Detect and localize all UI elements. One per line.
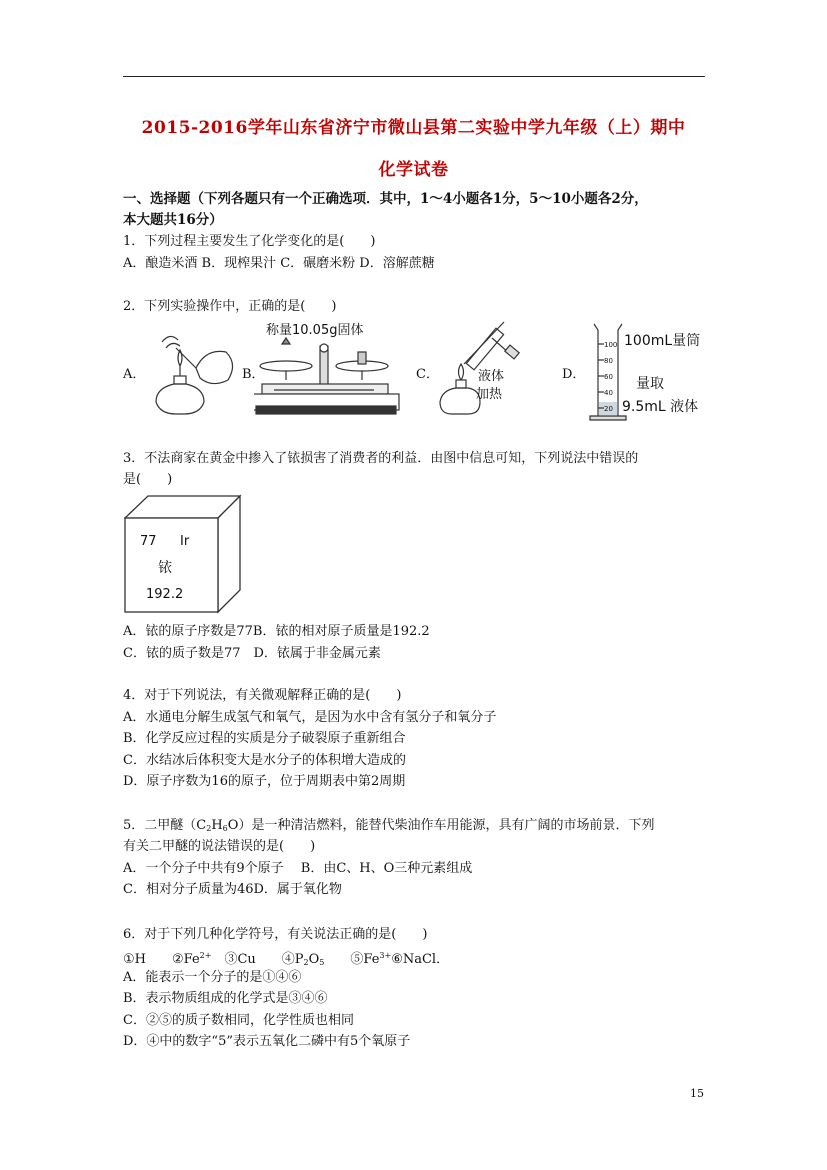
q5-formula-c: C	[196, 818, 207, 833]
q6-symbol-cu-p: ③Cu ④P	[211, 952, 304, 967]
title-line-2: 化学试卷	[378, 160, 449, 180]
figure-c-caption-2: 加热	[476, 387, 503, 402]
q4-option-c: C．水结冰后体积变大是水分子的体积增大造成的	[123, 753, 406, 768]
q5-formula-h-n: 6	[222, 824, 228, 833]
section-heading-2: 本大题共16分）	[123, 212, 223, 228]
q6-stem: 6．对于下列几种化学符号，有关说法正确的是( )	[123, 927, 428, 942]
q1-stem: 1．下列过程主要发生了化学变化的是( )	[123, 234, 376, 249]
page-number: 15	[690, 1087, 704, 1100]
q2-label-a: A．	[123, 367, 146, 382]
figure-d-measuring-cylinder	[586, 316, 716, 426]
figure-c-caption-1: 液体	[478, 369, 505, 384]
figure-d-caption-1: 100mL量筒	[624, 333, 701, 349]
q2-label-b: B．	[242, 367, 265, 382]
scale-label-20: 20	[604, 405, 613, 413]
q6-option-b: B．表示物质组成的化学式是③④⑥	[123, 991, 328, 1006]
q6-option-d: D．④中的数字“5”表示五氧化二磷中有5个氧原子	[123, 1034, 411, 1049]
q4-option-a: A．水通电分解生成氢气和氧气，是因为水中含有氢分子和氧分子	[123, 710, 497, 725]
scale-label-40: 40	[604, 389, 613, 397]
q1-options: A．酿造米酒 B．现榨果汁 C．碾磨米粉 D．溶解蔗糖	[123, 256, 435, 271]
figure-d-caption-3: 9.5mL 液体	[622, 399, 699, 415]
figure-d-caption-2: 量取	[636, 376, 664, 392]
q5-formula-h: H	[211, 818, 223, 833]
q3-options-2: C．铱的质子数是77 D．铱属于非金属元素	[123, 646, 381, 661]
q2-label-d: D．	[562, 367, 586, 382]
figure-b-balance	[254, 318, 404, 422]
q6-symbol-h-fe: ①H ②Fe	[123, 952, 200, 967]
element-number: 77	[140, 534, 157, 549]
q5-formula-c-n: 2	[206, 824, 212, 833]
q5-stem-1	[123, 817, 654, 838]
q4-option-b: B．化学反应过程的实质是分子破裂原子重新组合	[123, 731, 406, 746]
figure-c-heating-tube	[434, 318, 544, 422]
q6-symbol-fe: ⑤Fe	[324, 952, 380, 967]
scale-label-80: 80	[604, 357, 613, 365]
element-name: 铱	[158, 560, 172, 576]
scale-label-60: 60	[604, 373, 613, 381]
element-card-iridium	[124, 494, 244, 616]
q6-option-c: C．②⑤的质子数相同，化学性质也相同	[123, 1013, 354, 1028]
q5-formula-o: O	[227, 818, 239, 833]
q3-stem-2: 是( )	[123, 472, 173, 487]
section-heading-1: 一、选择题（下列各题只有一个正确选项．其中，1～4小题各1分，5～10小题各2分，	[123, 191, 648, 207]
q4-stem: 4．对于下列说法，有关微观解释正确的是( )	[123, 688, 402, 703]
q5-stem-2: 有关二甲醚的说法错误的是( )	[123, 839, 316, 854]
q3-options-1: A．铱的原子序数是77B．铱的相对原子质量是192.2	[123, 624, 430, 639]
q6-fe2-charge: 2+	[199, 951, 212, 960]
q2-label-c: C．	[416, 367, 439, 382]
header-rule	[123, 76, 705, 77]
q4-option-d: D．原子序数为16的原子，位于周期表中第2周期	[123, 774, 406, 789]
q6-p-sub: 2	[303, 958, 309, 967]
q6-symbol-o: O	[308, 952, 320, 967]
q6-fe3-charge: 3+	[379, 951, 392, 960]
q6-option-a: A．能表示一个分子的是①④⑥	[123, 970, 302, 985]
q6-symbol-nacl: ⑥NaCl．	[391, 952, 450, 967]
q5-stem-pre: 5．二甲醚（	[123, 818, 197, 833]
q2-stem: 2．下列实验操作中，正确的是( )	[123, 299, 337, 314]
title-line-1: 2015-2016学年山东省济宁市微山县第二实验中学九年级（上）期中	[141, 118, 686, 138]
q5-stem-post: ）是一种清洁燃料，能替代柴油作车用能源，具有广阔的市场前景．下列	[238, 818, 655, 833]
scale-label-100: 100	[604, 341, 618, 349]
element-symbol: Ir	[180, 534, 190, 549]
figure-a-alcohol-lamps	[146, 328, 236, 418]
q5-options-1: A．一个分子中共有9个原子 B．由C、H、O三种元素组成	[123, 861, 473, 876]
figure-b-caption: 称量10.05g固体	[266, 323, 364, 338]
element-mass: 192.2	[146, 587, 184, 602]
q6-o-sub: 5	[319, 958, 325, 967]
q5-options-2: C．相对分子质量为46D．属于氧化物	[123, 882, 342, 897]
q3-stem-1: 3．不法商家在黄金中掺入了铱损害了消费者的利益．由图中信息可知，下列说法中错误的	[123, 451, 639, 466]
